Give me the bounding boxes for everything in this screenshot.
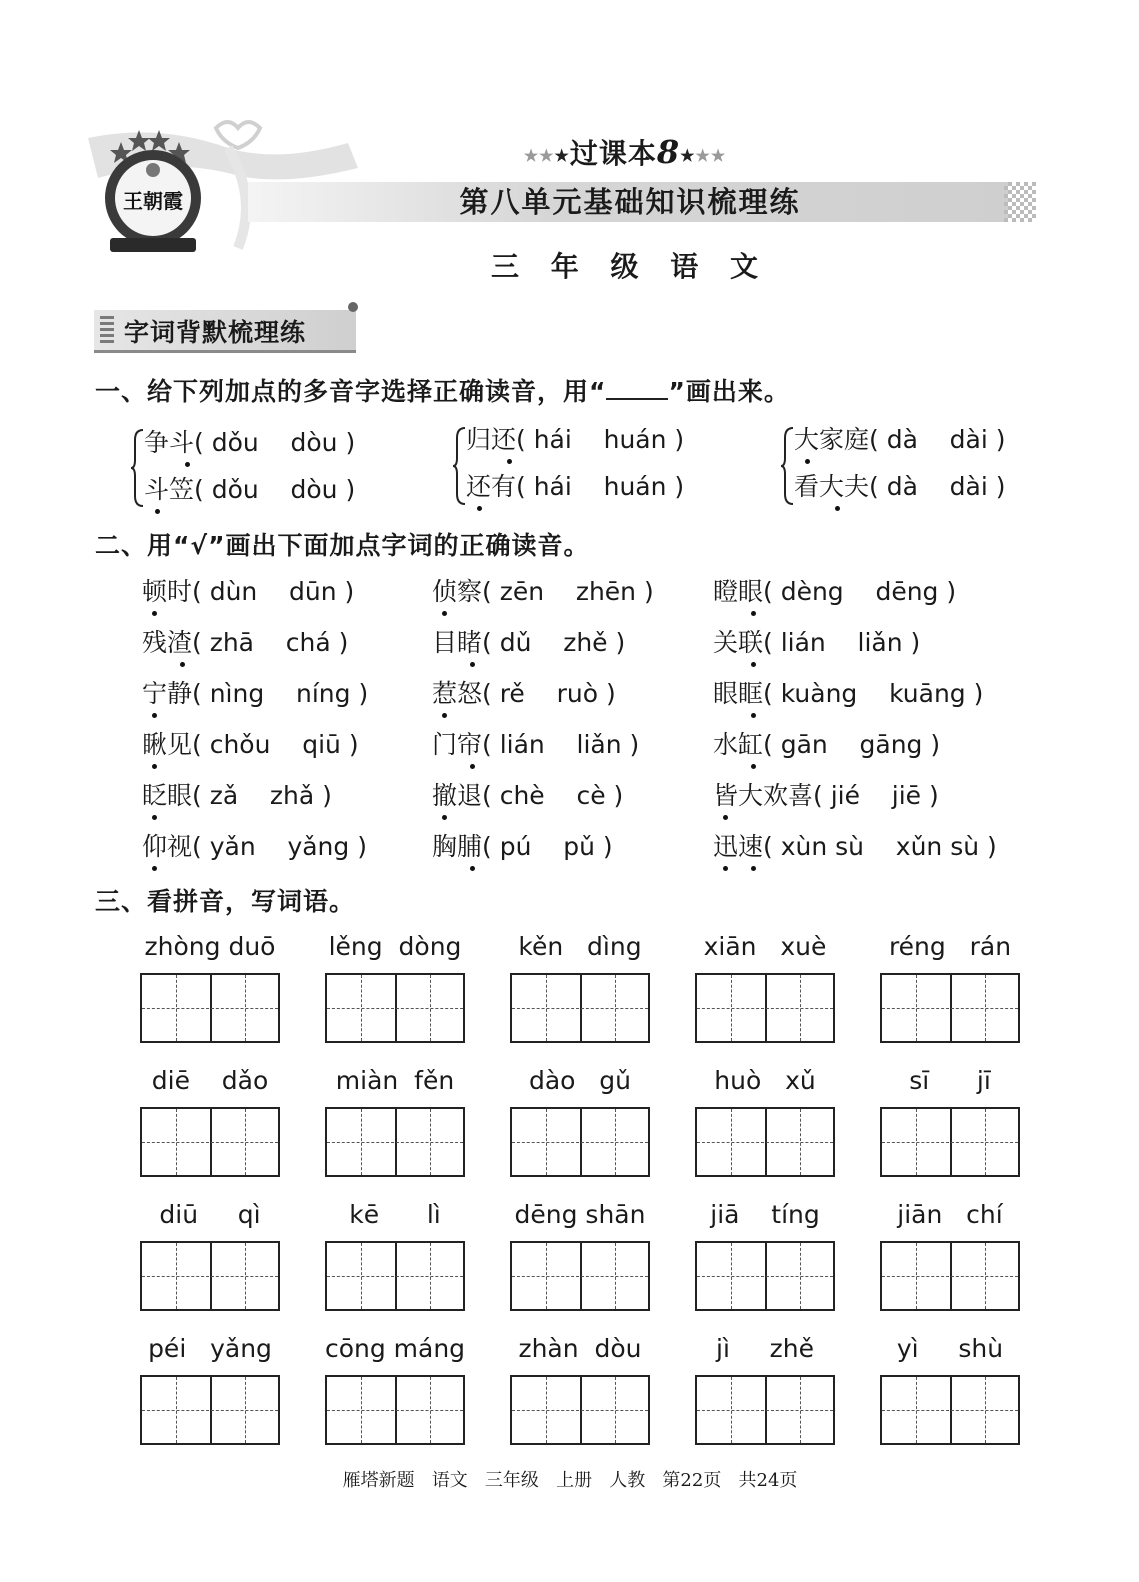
pin-decoration xyxy=(348,302,358,312)
q2-item: 瞅见( chǒu qiū ) xyxy=(142,730,359,759)
writing-box[interactable] xyxy=(880,1241,1020,1311)
emphasis-dot xyxy=(723,866,728,871)
writing-box[interactable] xyxy=(695,1375,835,1445)
writing-box[interactable] xyxy=(880,973,1020,1043)
pinyin-label: zhàn dòu xyxy=(518,1334,642,1363)
writing-box[interactable] xyxy=(140,1375,280,1445)
logo xyxy=(98,128,208,258)
emphasis-dot xyxy=(723,815,728,820)
writing-box[interactable] xyxy=(695,973,835,1043)
q2-item: 残渣( zhā chá ) xyxy=(142,628,349,657)
writing-box[interactable] xyxy=(510,1241,650,1311)
pinyin-label: péi yǎng xyxy=(148,1334,272,1363)
page-footer: 雁塔新题 语文 三年级 上册 人教 第22页 共24页 xyxy=(342,1470,798,1491)
pinyin-label: kē lì xyxy=(349,1200,441,1229)
q1-item: 归还( hái huán ) xyxy=(466,425,685,454)
q2-item: 目睹( dǔ zhě ) xyxy=(432,628,626,657)
emphasis-dot xyxy=(442,815,447,820)
emphasis-dot xyxy=(477,506,482,511)
top-label: ★★★过课本8★★★ xyxy=(523,133,727,171)
writing-box[interactable] xyxy=(325,1107,465,1177)
q2-item: 眼眶( kuàng kuāng ) xyxy=(713,679,984,708)
q2-item: 皆大欢喜( jié jiē ) xyxy=(713,781,939,810)
question-3-title: 三、看拼音，写词语。 xyxy=(95,887,356,916)
writing-box[interactable] xyxy=(325,973,465,1043)
emphasis-dot xyxy=(470,662,475,667)
emphasis-dot xyxy=(442,611,447,616)
emphasis-dot xyxy=(152,815,157,820)
star-icon: ★ xyxy=(680,146,696,165)
q1-item: 还有( hái huán ) xyxy=(466,472,685,501)
emphasis-dot xyxy=(442,713,447,718)
emphasis-dot xyxy=(152,713,157,718)
q2-item: 惹怒( rě ruò ) xyxy=(432,679,616,708)
pinyin-label: réng rán xyxy=(888,932,1012,961)
q2-item: 瞪眼( dèng dēng ) xyxy=(713,577,957,606)
writing-box[interactable] xyxy=(510,1107,650,1177)
q1-item: 斗笠( dǒu dòu ) xyxy=(144,475,356,504)
writing-box[interactable] xyxy=(140,1107,280,1177)
emphasis-dot xyxy=(805,459,810,464)
page-title: 第八单元基础知识梳理练 xyxy=(459,185,801,219)
q2-item: 顿时( dùn dūn ) xyxy=(142,577,355,606)
writing-box[interactable] xyxy=(695,1107,835,1177)
pinyin-label: jiān chí xyxy=(897,1200,1003,1229)
emphasis-dot xyxy=(470,764,475,769)
blank-line xyxy=(606,376,668,400)
q2-item: 关联( lián liǎn ) xyxy=(713,628,921,657)
emphasis-dot xyxy=(751,764,756,769)
writing-box[interactable] xyxy=(880,1107,1020,1177)
q2-item: 侦察( zēn zhēn ) xyxy=(432,577,654,606)
q2-item: 眨眼( zǎ zhǎ ) xyxy=(142,781,332,810)
pinyin-label: jiā tíng xyxy=(710,1200,820,1229)
q1-item: 争斗( dǒu dòu ) xyxy=(144,428,356,457)
writing-box[interactable] xyxy=(140,1241,280,1311)
emphasis-dot xyxy=(185,462,190,467)
q2-item: 胸脯( pú pǔ ) xyxy=(432,832,613,861)
brace-icon xyxy=(452,426,466,506)
page-subtitle: 三 年 级 语 文 xyxy=(491,250,769,283)
emphasis-dot xyxy=(751,611,756,616)
star-icon: ★★ xyxy=(523,146,555,165)
writing-box[interactable] xyxy=(880,1375,1020,1445)
writing-box[interactable] xyxy=(325,1241,465,1311)
pinyin-label: zhòng duō xyxy=(144,932,276,961)
emphasis-dot xyxy=(751,866,756,871)
pinyin-label: diū qì xyxy=(159,1200,261,1229)
pinyin-label: yì shù xyxy=(896,1334,1004,1363)
emphasis-dot xyxy=(470,866,475,871)
emphasis-dot xyxy=(751,662,756,667)
q2-item: 迅速( xùn sù xǔn sù ) xyxy=(713,832,997,861)
q2-item: 仰视( yǎn yǎng ) xyxy=(142,832,367,861)
star-icon: ★ xyxy=(554,146,570,165)
checker-decoration xyxy=(1004,182,1036,222)
emphasis-dot xyxy=(155,509,160,514)
pinyin-label: dào gǔ xyxy=(528,1066,632,1095)
bars-decoration xyxy=(100,316,114,346)
pinyin-label: cōng máng xyxy=(324,1334,466,1363)
q2-item: 水缸( gān gāng ) xyxy=(713,730,941,759)
brace-icon xyxy=(780,426,794,506)
q1-item: 大家庭( dà dài ) xyxy=(794,425,1006,454)
q1-item: 看大夫( dà dài ) xyxy=(794,472,1006,501)
q2-item: 撤退( chè cè ) xyxy=(432,781,624,810)
emphasis-dot xyxy=(152,764,157,769)
pinyin-label: miàn fěn xyxy=(335,1066,455,1095)
emphasis-dot xyxy=(751,713,756,718)
emphasis-dot xyxy=(152,866,157,871)
pinyin-label: xiān xuè xyxy=(703,932,827,961)
pinyin-label: dēng shān xyxy=(514,1200,646,1229)
section-tag: 字词背默梳理练 xyxy=(94,310,356,353)
question-2-title: 二、用“√”画出下面加点字词的正确读音。 xyxy=(95,531,590,560)
star-icon: ★★ xyxy=(695,146,727,165)
pinyin-label: diē dǎo xyxy=(151,1066,269,1095)
emphasis-dot xyxy=(180,662,185,667)
pinyin-label: sī jī xyxy=(909,1066,991,1095)
svg-text:王朝霞: 王朝霞 xyxy=(123,189,183,213)
question-1-title: 一、给下列加点的多音字选择正确读音，用“ ”画出来。 xyxy=(95,377,790,406)
pinyin-label: huò xǔ xyxy=(714,1066,816,1095)
writing-box[interactable] xyxy=(325,1375,465,1445)
writing-box[interactable] xyxy=(510,973,650,1043)
emphasis-dot xyxy=(152,611,157,616)
emphasis-dot xyxy=(835,506,840,511)
pinyin-label: jì zhě xyxy=(716,1334,814,1363)
writing-box[interactable] xyxy=(510,1375,650,1445)
q2-item: 宁静( nìng níng ) xyxy=(142,679,369,708)
pinyin-label: lěng dòng xyxy=(328,932,462,961)
emphasis-dot xyxy=(507,459,512,464)
writing-box[interactable] xyxy=(695,1241,835,1311)
q2-item: 门帘( lián liǎn ) xyxy=(432,730,640,759)
writing-box[interactable] xyxy=(140,973,280,1043)
brace-icon xyxy=(130,428,144,508)
pinyin-label: kěn dìng xyxy=(518,932,642,961)
